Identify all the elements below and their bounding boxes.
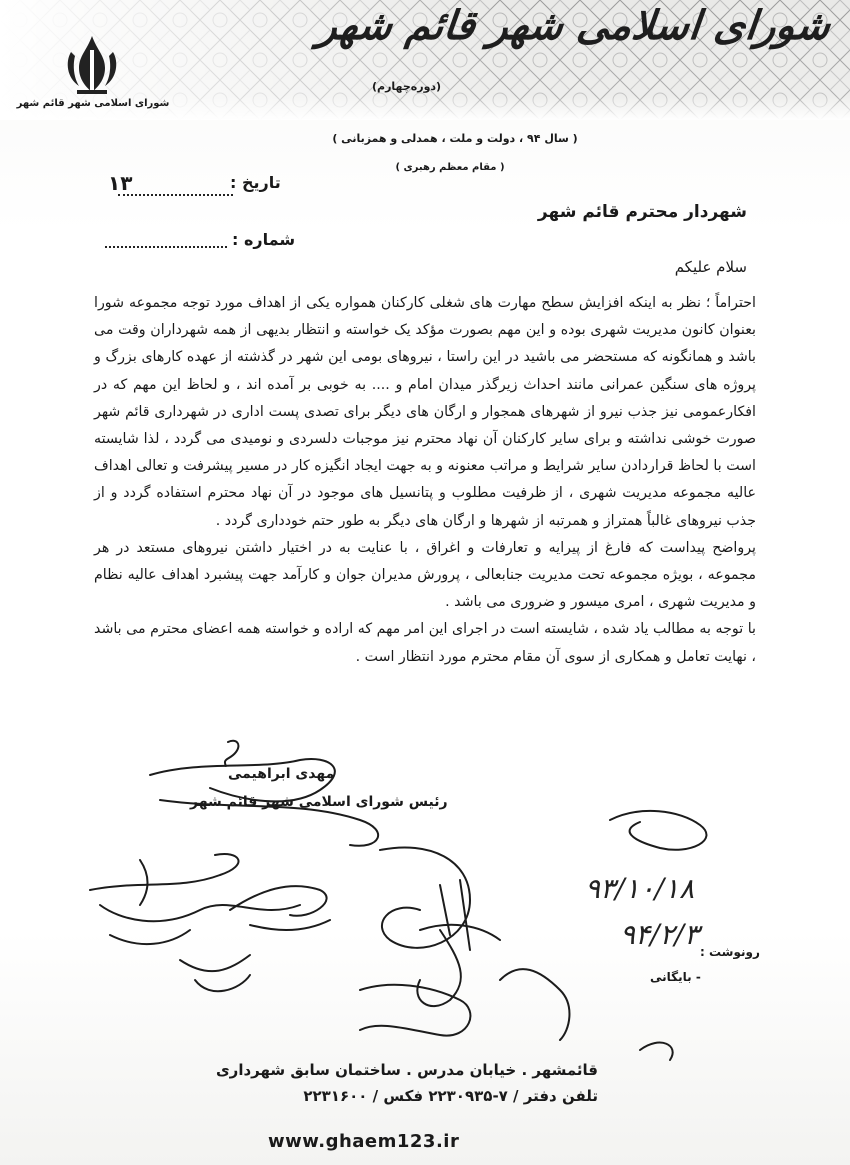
- greeting: سلام علیکم: [674, 258, 747, 276]
- council-title: شورای اسلامی شهر قائم شهر: [315, 2, 833, 49]
- date-label: تاریخ :: [230, 173, 281, 192]
- cc-item: - بایگانی: [650, 970, 701, 984]
- recipient: شهردار محترم قائم شهر: [537, 202, 747, 222]
- council-term: (دوره‌چهارم): [372, 80, 442, 93]
- logo-caption: شورای اسلامی شهر قائم شهر: [16, 98, 170, 109]
- motto-source: ( مقام معظم رهبری ): [395, 162, 505, 173]
- footer-address: قائمشهر . خیابان مدرس . ساختمان سابق شهرداری: [215, 1061, 598, 1079]
- letter-body: [94, 290, 756, 671]
- paragraph-2: پرواضح پیداست که فارغ از پیرایه و تعارفات و اغراق ، با عنایت به در اختیار داشتن نیروهای مستعد در هر مجموعه ، بویژه مجموعه تحت مدیریت جنابعالی ، پرورش مدیران جوان و کارآمد جهت پیشبرد اهداف عالیه نظام و مدیریت شهری ، امری میسور و ضروری می باشد .: [94, 539, 756, 611]
- paragraph-3: با توجه به مطالب یاد شده ، شایسته است در اجرای این امر مهم که اراده و خواسته همه اعضای محترم می باشد ، نهایت تعامل و همکاری از سوی آن مقام محترم مورد انتظار است .: [94, 621, 756, 665]
- year-motto: ( سال ۹۴ ، دولت و ملت ، همدلی و همزبانی ): [332, 132, 578, 145]
- handwritten-date-1: ۹۳/۱۰/۱۸: [585, 872, 695, 905]
- date-underline: [118, 194, 233, 196]
- number-underline: [105, 246, 227, 248]
- number-label: شماره :: [232, 230, 296, 249]
- website-link[interactable]: www.ghaem123.ir: [268, 1131, 460, 1152]
- handwritten-date-2: ۹۴/۲/۳: [620, 918, 700, 951]
- handwritten-signatures: [0, 730, 850, 1070]
- date-value: ۱۳: [108, 171, 133, 195]
- paragraph-1: احتراماً ؛ نظر به اینکه افزایش سطح مهارت های شغلی کارکنان همواره یکی از اهداف مورد توجه مجموعه شورا بعنوان کانون مدیریت شهری بوده و این مهم بصورت مؤکد یک خواسته و انتظار بدیهی از همه شهرداران وقت می باشد و همانگونه که مستحضر می باشید در این راستا ، نیروهای بومی این شهر در گذشته از عهده کارهای بزرگ و پروژه های سنگین عمرانی مانند احداث زیرگذر میدان امام و .... به خوبی بر آمده اند ، و لحاظ این مهم که در افکارعمومی نیز جذب نیرو از شهرهای همجوار و ارگان های دیگر برای تصدی پست اداری در شهرداری قائم شهر صورت خوشی نداشته و برای سایر کارکنان آن نهاد محترم نیز موجبات دلسردی و نومیدی می گردد ، لذا شایسته است با لحاظ قراردادن سایر شرایط و مراتب معنونه و به جهت ایجاد انگیزه کار در مسیر پیشرفت و تعالی اهداف عالیه مجموعه مدیریت شهری ، از ظرفیت مطلوب و پتانسیل های موجود در آن نهاد محترم استفاده گردد و از جذب نیروهای غالباً همتراز و همرتبه از شهرها و ارگان های دیگر به طور حتم خودداری گردد .: [94, 295, 756, 529]
- signer-name: مهدی ابراهیمی: [228, 766, 335, 782]
- signer-title: رئیس شورای اسلامی شهر قائم شهر: [190, 794, 448, 810]
- cc-label: رونوشت :: [700, 945, 760, 959]
- footer-contact: تلفن دفتر / ۷-۲۲۳۰۹۳۵ فکس / ۲۲۳۱۶۰۰: [303, 1087, 598, 1105]
